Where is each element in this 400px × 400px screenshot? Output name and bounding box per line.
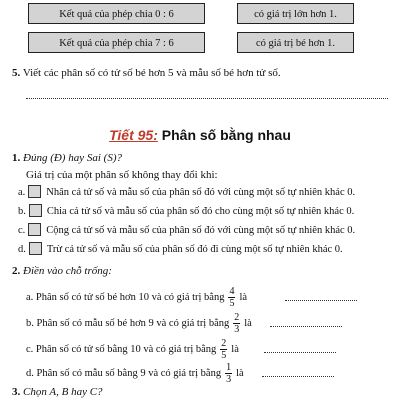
fraction-denominator: 3	[226, 374, 232, 386]
answer-checkbox[interactable]	[28, 223, 41, 236]
fraction	[220, 338, 227, 361]
q1-item-text: Trừ cả tử số và mẫu số của phân số đó đi cùng một số tự nhiên khác 0.	[46, 244, 343, 255]
match-right-box-2	[237, 32, 354, 53]
q1-item-label: a.	[18, 187, 26, 198]
answer-line[interactable]	[26, 97, 388, 99]
q1-heading	[12, 151, 122, 165]
q2-item-text: Phân số có mẫu số bằng 9 và có giá trị bằng	[36, 368, 222, 379]
q2-item-text: Phân số có tử số bằng 10 và có giá trị bằng	[35, 344, 217, 355]
exercise-5-number: 5.	[12, 67, 21, 79]
q1-intro: Giá trị của một phân số không thay đổi khi:	[26, 169, 218, 181]
q2-item-after: là	[244, 318, 252, 329]
fraction-numerator: 2	[234, 312, 240, 324]
q2-item-label: c.	[26, 344, 34, 355]
fraction	[225, 362, 232, 385]
fraction-denominator: 3	[234, 324, 240, 336]
fraction-denominator: 5	[229, 298, 235, 310]
q3-heading	[12, 385, 103, 399]
match-left-text: Kết quả của phép chia 7 : 6	[59, 38, 174, 49]
q2-item-c	[26, 338, 239, 362]
q1-item-a	[18, 185, 355, 200]
match-left-text: Kết quả của phép chia 0 : 6	[59, 9, 174, 20]
q2-item-after: là	[231, 344, 239, 355]
q1-item-text: Chia cả tử số và mẫu số của phân số đó cho cùng một số tự nhiên khác 0.	[46, 206, 355, 217]
match-left-box-2	[28, 32, 205, 53]
exercise-5-text: Viết các phân số có tử số bé hơn 5 và mẫu số bé hơn tử số.	[22, 67, 281, 79]
lesson-title	[0, 127, 400, 143]
answer-blank[interactable]	[270, 325, 342, 327]
q2-item-after: là	[236, 368, 244, 379]
fraction-denominator: 5	[221, 350, 227, 362]
q2-item-label: b.	[26, 318, 34, 329]
q1-item-c	[18, 223, 355, 238]
q1-item-label: c.	[18, 225, 26, 236]
q1-item-label: b.	[18, 206, 26, 217]
q2-number: 2.	[12, 265, 21, 277]
fraction-numerator: 1	[226, 362, 232, 374]
q2-heading	[12, 264, 112, 278]
q2-item-label: d.	[26, 368, 34, 379]
q2-item-a	[26, 286, 247, 310]
q1-number: 1.	[12, 152, 21, 164]
answer-blank[interactable]	[285, 299, 357, 301]
q1-item-b	[18, 204, 354, 219]
q1-item-text: Nhân cả tử số và mẫu số của phân số đó với cùng một số tự nhiên khác 0.	[46, 187, 356, 198]
q2-item-label: a.	[26, 292, 34, 303]
match-right-box-1	[237, 3, 354, 24]
match-right-text: có giá trị lớn hơn 1.	[254, 9, 337, 20]
answer-blank[interactable]	[264, 351, 336, 353]
match-right-text: có giá trị bé hơn 1.	[255, 38, 336, 49]
answer-checkbox[interactable]	[28, 185, 41, 198]
q2-item-b	[26, 312, 252, 336]
q2-item-d	[26, 362, 244, 386]
q3-title: Chọn A, B hay C?	[23, 386, 103, 398]
answer-checkbox[interactable]	[29, 242, 42, 255]
q1-item-d	[18, 242, 343, 257]
q2-title: Điền vào chỗ trống:	[23, 265, 112, 277]
fraction	[233, 312, 240, 335]
q2-item-after: là	[239, 292, 248, 303]
q1-title: Đúng (Đ) hay Sai (S)?	[23, 152, 122, 164]
q1-item-label: d.	[18, 244, 26, 255]
q1-item-text: Cộng cả tử số và mẫu số của phân số đó với cùng một số tự nhiên khác 0.	[46, 225, 356, 236]
q3-number: 3.	[12, 386, 21, 398]
match-left-box-1	[28, 3, 205, 24]
fraction-numerator: 2	[221, 338, 227, 350]
answer-blank[interactable]	[262, 375, 334, 377]
fraction	[228, 286, 235, 309]
lesson-label: Tiết 95:	[109, 127, 158, 143]
fraction-numerator: 4	[229, 286, 235, 298]
answer-checkbox[interactable]	[29, 204, 42, 217]
exercise-5	[12, 66, 281, 80]
lesson-name: Phân số bằng nhau	[161, 127, 291, 143]
q2-item-text: Phân số có mẫu số bé hơn 9 và có giá trị bằng	[36, 318, 230, 329]
q2-item-text: Phân số có tử số bé hơn 10 và có giá trị bằng	[35, 292, 225, 303]
